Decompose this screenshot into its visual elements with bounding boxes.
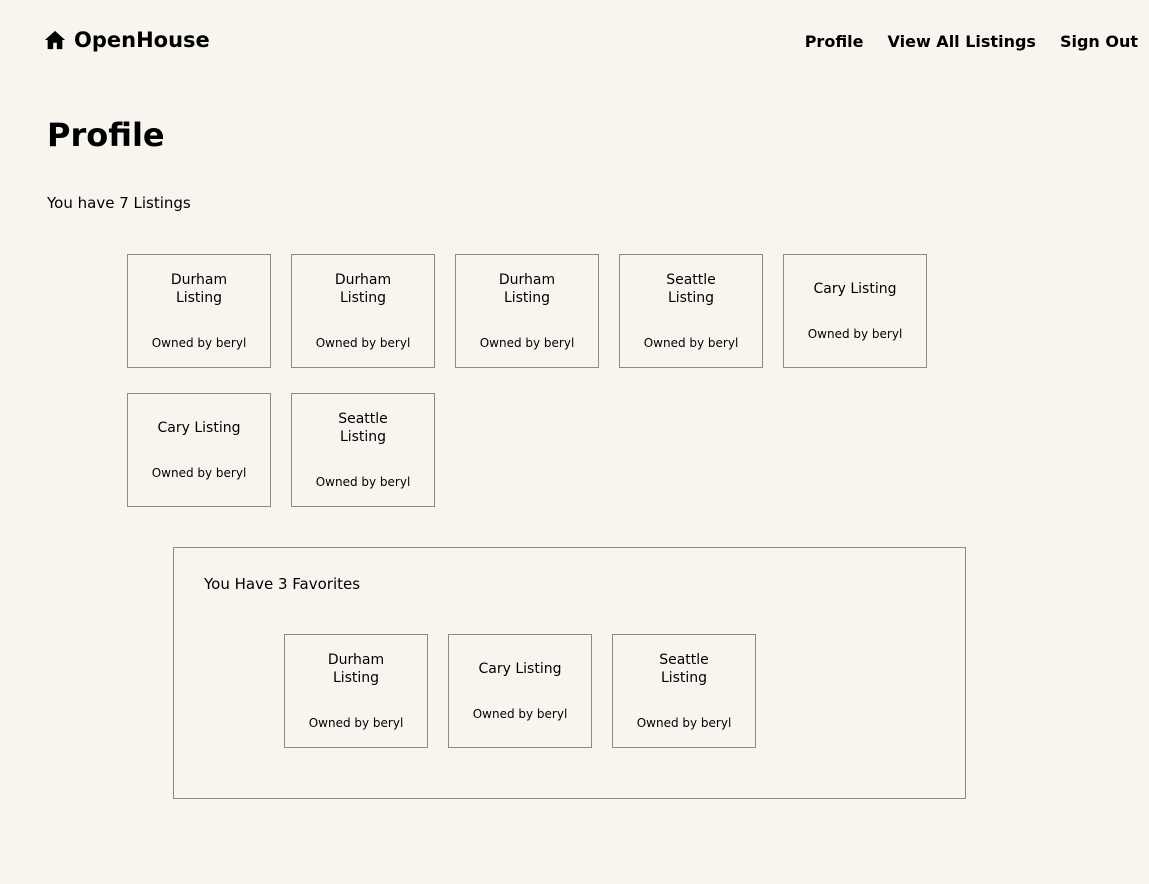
listing-owner: Owned by beryl: [315, 475, 411, 489]
brand-logo[interactable]: [44, 28, 210, 52]
favorites-panel: [173, 547, 966, 799]
listing-owner: Owned by beryl: [479, 336, 575, 350]
listing-title: Durham Listing: [498, 272, 556, 306]
listing-title: Durham Listing: [334, 272, 392, 306]
favorites-title: You Have 3 Favorites: [204, 575, 361, 593]
listing-title: Cary Listing: [157, 420, 241, 436]
listing-title: Seattle Listing: [659, 652, 709, 686]
nav-profile[interactable]: Profile: [804, 32, 864, 51]
listing-owner: Owned by beryl: [315, 336, 411, 350]
listing-card[interactable]: [448, 634, 592, 748]
favorites-grid: [284, 634, 784, 748]
nav-view-all-listings[interactable]: View All Listings: [887, 32, 1036, 51]
listing-owner: Owned by beryl: [636, 716, 732, 730]
listing-card[interactable]: [612, 634, 756, 748]
listing-title: Seattle Listing: [338, 411, 388, 445]
listing-owner: Owned by beryl: [643, 336, 739, 350]
listing-owner: Owned by beryl: [472, 707, 568, 721]
listings-grid: [127, 254, 937, 507]
home-icon: [44, 29, 66, 51]
listing-title: Seattle Listing: [666, 272, 716, 306]
listing-card[interactable]: [127, 254, 271, 368]
listing-card[interactable]: [455, 254, 599, 368]
listing-card[interactable]: [783, 254, 927, 368]
nav-sign-out[interactable]: Sign Out: [1059, 32, 1138, 51]
listing-owner: Owned by beryl: [151, 336, 247, 350]
listings-count: You have 7 Listings: [47, 194, 191, 212]
listing-card[interactable]: [291, 393, 435, 507]
listing-card[interactable]: [127, 393, 271, 507]
listing-title: Cary Listing: [478, 661, 562, 677]
listing-title: Cary Listing: [813, 281, 897, 297]
listing-owner: Owned by beryl: [807, 327, 903, 341]
listing-owner: Owned by beryl: [151, 466, 247, 480]
top-nav: [805, 32, 1138, 51]
listing-title: Durham Listing: [327, 652, 385, 686]
listing-owner: Owned by beryl: [308, 716, 404, 730]
page-title: Profile: [47, 116, 165, 154]
listing-card[interactable]: [619, 254, 763, 368]
listing-card[interactable]: [284, 634, 428, 748]
listing-title: Durham Listing: [170, 272, 228, 306]
brand-name: OpenHouse: [74, 28, 210, 52]
listing-card[interactable]: [291, 254, 435, 368]
